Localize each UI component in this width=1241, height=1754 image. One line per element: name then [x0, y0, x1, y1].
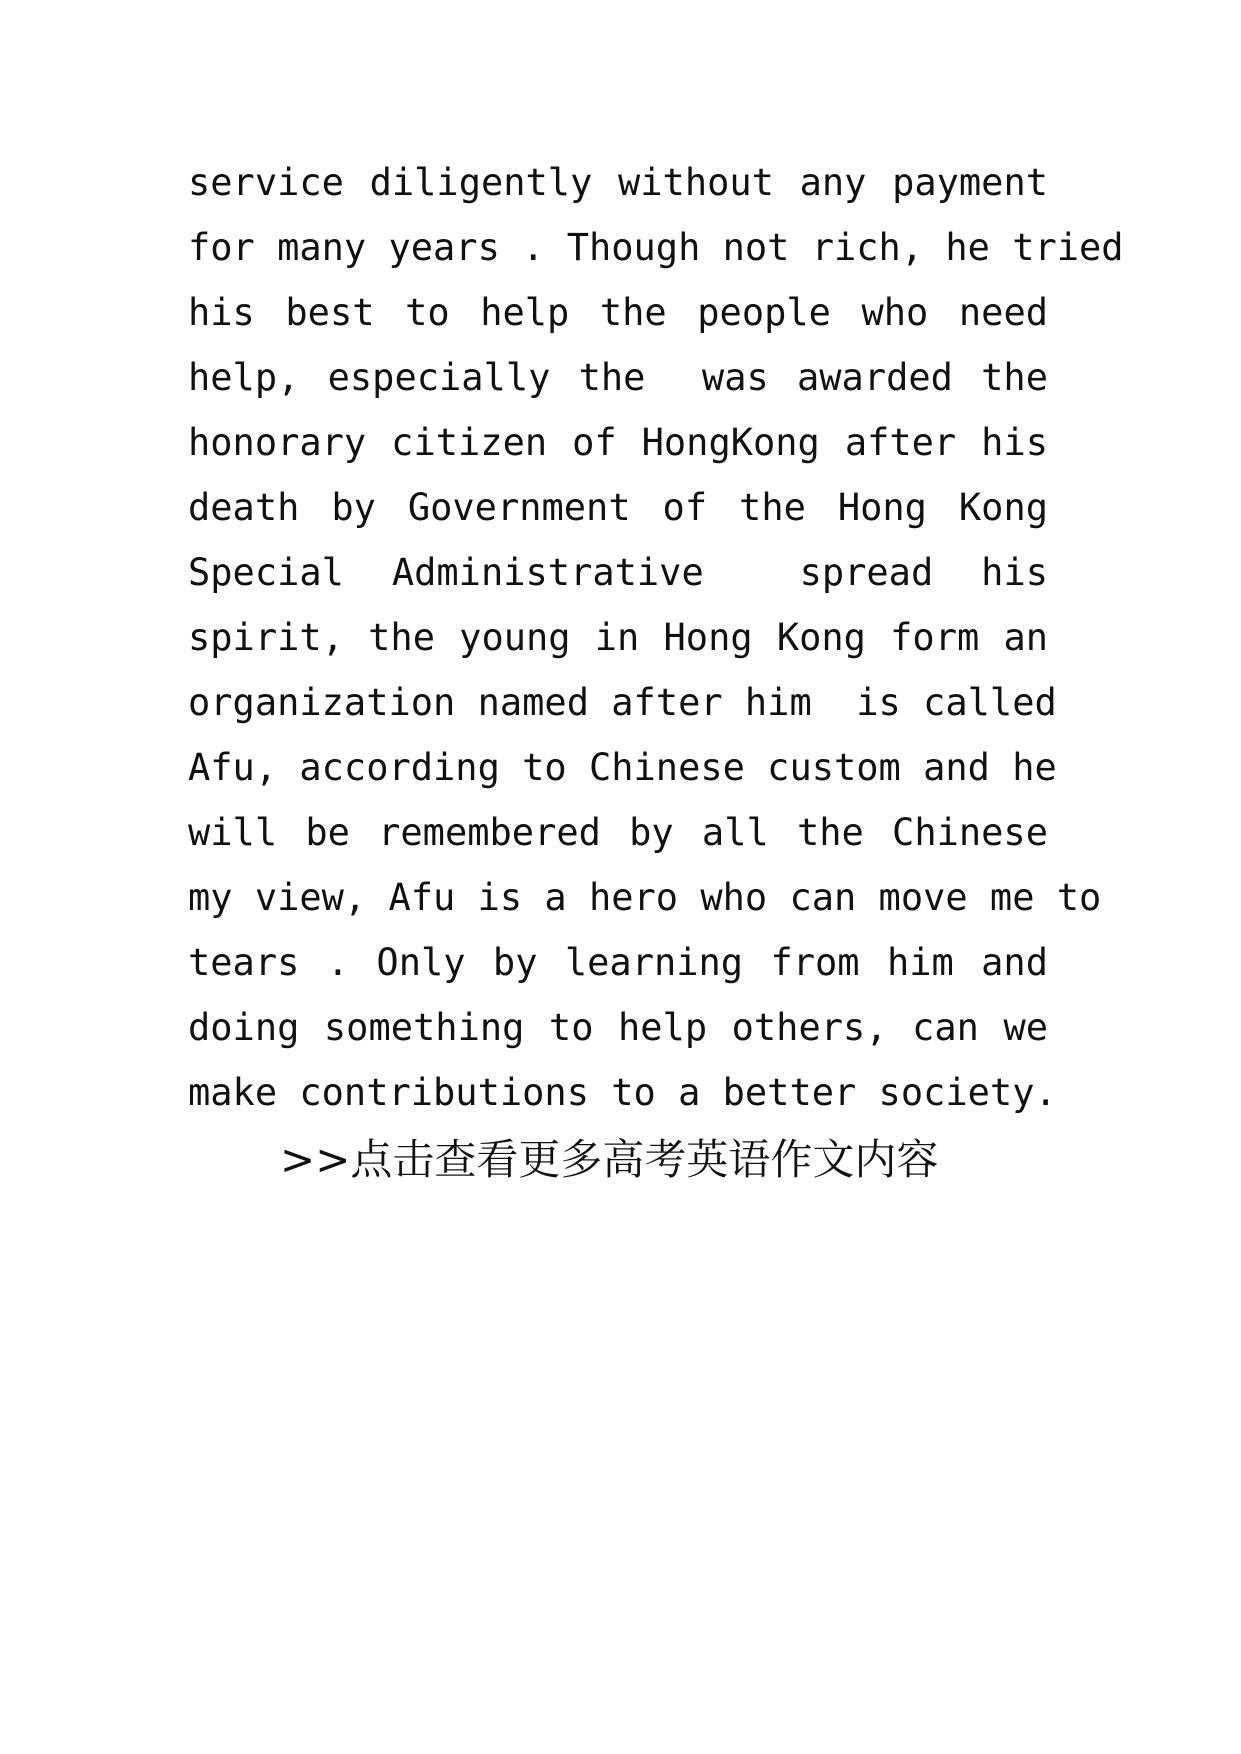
text-line: help, especially the was awarded the — [188, 356, 1048, 399]
more-essays-link[interactable]: >>点击查看更多高考英语作文内容 — [280, 1135, 939, 1184]
text-line: his best to help the people who need — [188, 291, 1048, 334]
text-line: make contributions to a better society. — [188, 1071, 1057, 1114]
text-line: death by Government of the Hong Kong — [188, 486, 1048, 529]
essay-body — [188, 158, 1124, 1133]
text-line: service diligently without any payment — [188, 161, 1048, 204]
text-line: tears . Only by learning from him and — [188, 941, 1048, 984]
text-line: spirit, the young in Hong Kong form an — [188, 616, 1048, 659]
text-line: my view, Afu is a hero who can move me to — [188, 876, 1102, 919]
text-line: for many years . Though not rich, he tried — [188, 226, 1124, 269]
text-line: honorary citizen of HongKong after his — [188, 421, 1048, 464]
text-line: organization named after him is called — [188, 681, 1057, 724]
text-line: doing something to help others, can we — [188, 1006, 1048, 1049]
text-line: will be remembered by all the Chinese — [188, 811, 1048, 854]
text-line: Special Administrative spread his — [188, 551, 1048, 594]
text-line: Afu, according to Chinese custom and he — [188, 746, 1057, 789]
